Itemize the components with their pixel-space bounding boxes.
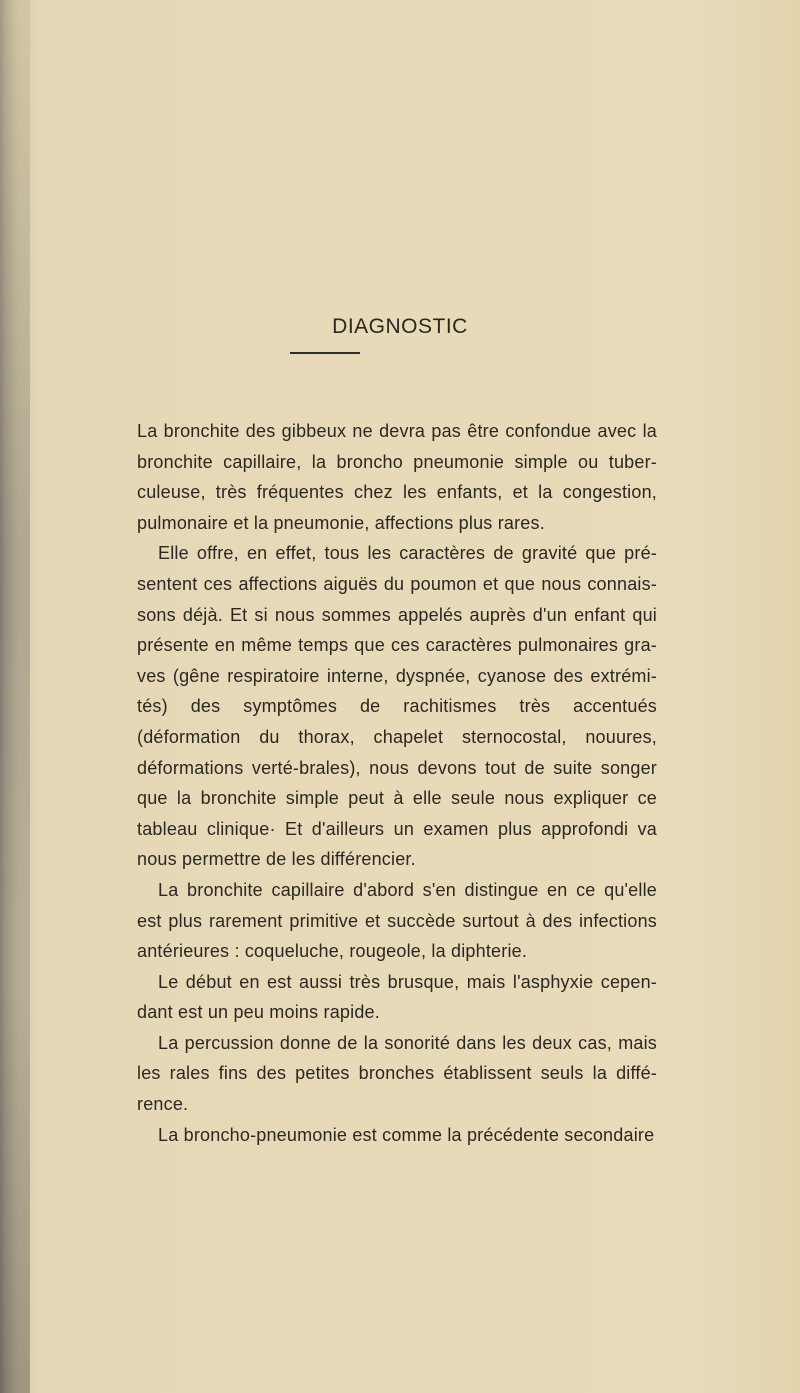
paragraph-2: Elle offre, en effet, tous les caractères de gravité que pré-sentent ces affections aiguës du poumon et que nous connais-sons déjà. Et si nous sommes appelés auprès d'un enfant qui présente en même temps que ces caractères pulmonaires gra-ves (gêne respiratoire interne, dyspnée, cyanose des extrémi-tés) des symptômes de rachitismes très accentués (déformation du thorax, chapelet sternocostal, nouures, déformations verté-brales), nous devons tout de suite songer que la bronchite simple peut à elle seule nous expliquer ce tableau clinique· Et d'ailleurs un examen plus approfondi va nous permettre de les différencier. <box>137 543 657 870</box>
paragraph-3: La bronchite capillaire d'abord s'en distingue en ce qu'elle est plus rarement primitive et succède surtout à des infections antérieures : coqueluche, rougeole, la diphterie. <box>137 879 657 962</box>
page-title: DIAGNOSTIC <box>332 315 468 338</box>
paragraph-1: La bronchite des gibbeux ne devra pas être confondue avec la bronchite capillaire, la broncho pneumonie simple ou tuber-culeuse, très fréquentes chez les enfants, et la congestion, pulmonaire et la pneumonie, affections plus rares. <box>137 421 657 533</box>
paragraph-4: Le début en est aussi très brusque, mais l'asphyxie cepen-dant est un peu moins rapide. <box>137 971 657 1023</box>
paragraph-6: La broncho-pneumonie est comme la précédente secondaire <box>158 1124 655 1145</box>
body-text <box>137 416 657 1150</box>
title-underline-divider <box>290 352 360 354</box>
paragraph-5: La percussion donne de la sonorité dans les deux cas, mais les rales fins des petites bronches établissent seuls la diffé-rence. <box>137 1032 657 1115</box>
